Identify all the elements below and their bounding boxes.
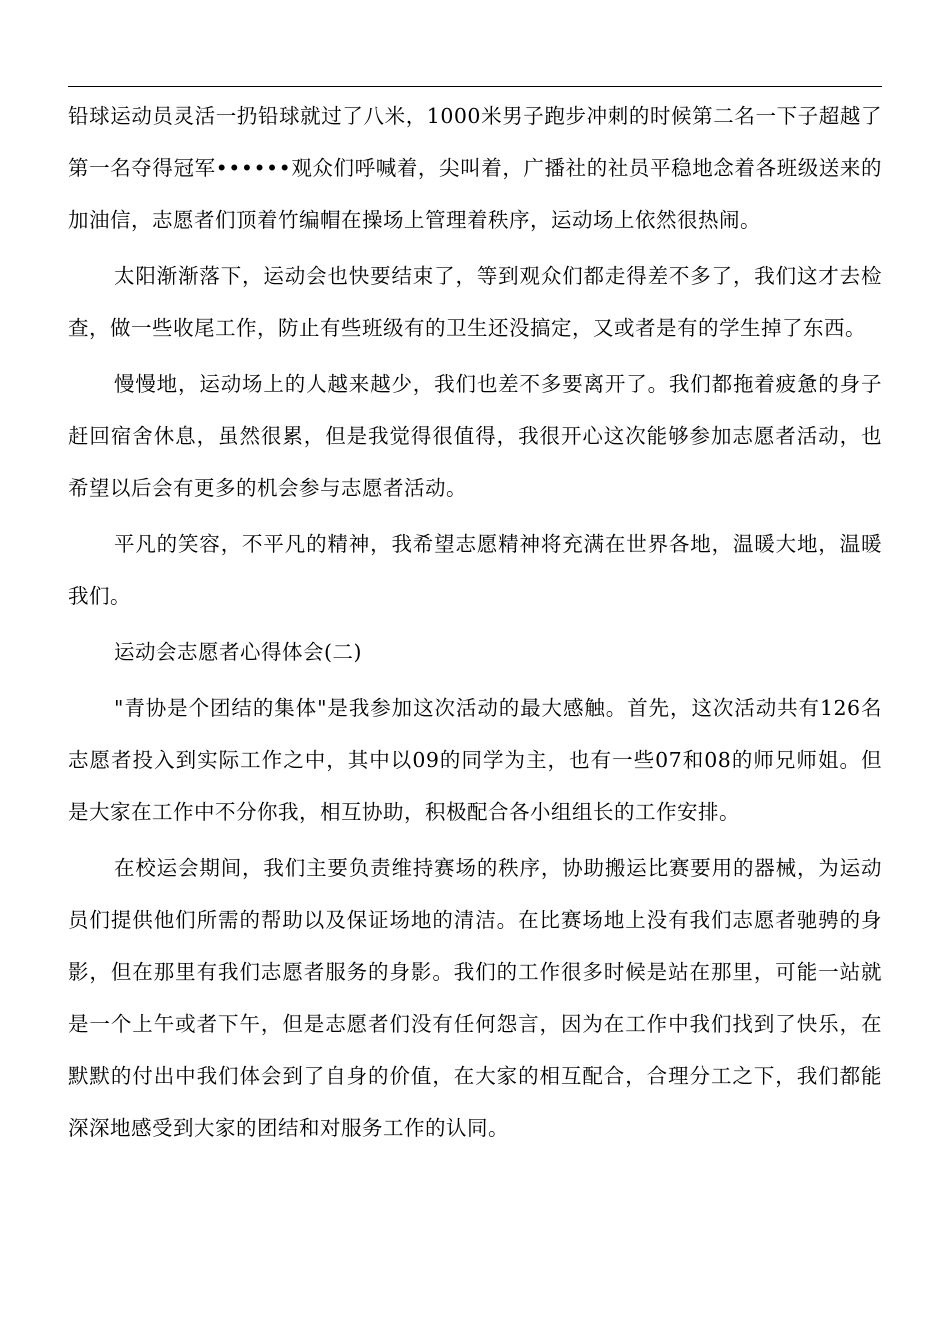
- header-rule: [68, 86, 882, 87]
- paragraph-continued: 铅球运动员灵活一扔铅球就过了八米，1000米男子跑步冲刺的时候第二名一下子超越了第一名夺得冠军••••••观众们呼喊着，尖叫着，广播社的社员平稳地念着各班级送来的加油信，志愿者们顶着竹编帽在操场上管理着秩序，运动场上依然很热闹。: [68, 104, 882, 232]
- document-body: [68, 90, 882, 1158]
- paragraph: "青协是个团结的集体"是我参加这次活动的最大感触。首先，这次活动共有126名志愿者投入到实际工作之中，其中以09的同学为主，也有一些07和08的师兄师姐。但是大家在工作中不分你我，相互协助，积极配合各小组组长的工作安排。: [68, 696, 882, 824]
- section-heading: 运动会志愿者心得体会(二): [114, 640, 362, 664]
- paragraph: 在校运会期间，我们主要负责维持赛场的秩序，协助搬运比赛要用的器械，为运动员们提供他们所需的帮助以及保证场地的清洁。在比赛场地上没有我们志愿者驰骋的身影，但在那里有我们志愿者服务的身影。我们的工作很多时候是站在那里，可能一站就是一个上午或者下午，但是志愿者们没有任何怨言，因为在工作中我们找到了快乐，在默默的付出中我们体会到了自身的价值，在大家的相互配合，合理分工之下，我们都能深深地感受到大家的团结和对服务工作的认同。: [68, 856, 882, 1140]
- paragraph: 太阳渐渐落下，运动会也快要结束了，等到观众们都走得差不多了，我们这才去检查，做一些收尾工作，防止有些班级有的卫生还没搞定，又或者是有的学生掉了东西。: [68, 264, 882, 340]
- paragraph: 平凡的笑容，不平凡的精神，我希望志愿精神将充满在世界各地，温暖大地，温暖我们。: [68, 532, 882, 608]
- paragraph: 慢慢地，运动场上的人越来越少，我们也差不多要离开了。我们都拖着疲惫的身子赶回宿舍休息，虽然很累，但是我觉得很值得，我很开心这次能够参加志愿者活动，也希望以后会有更多的机会参与志愿者活动。: [68, 372, 882, 500]
